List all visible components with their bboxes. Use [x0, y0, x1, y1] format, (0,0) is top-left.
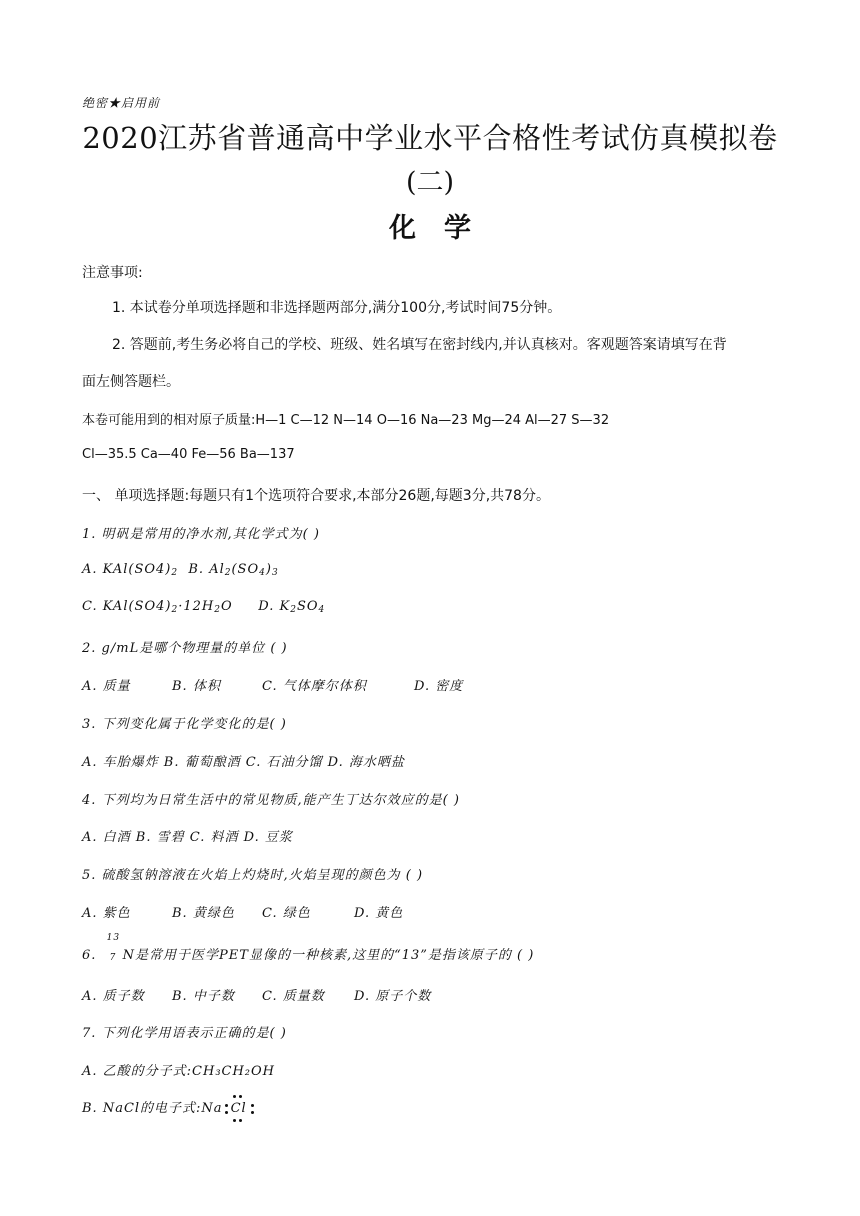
note-item-2: 2. 答题前,考生务必将自己的学校、班级、姓名填写在密封线内,并认真核对。客观题答案请填写在背	[112, 337, 727, 353]
question-5: 5. 硫酸氢钠溶液在火焰上灼烧时,火焰呈现的颜色为 ( )	[82, 868, 424, 883]
note-item-2-cont: 面左侧答题栏。	[82, 374, 180, 390]
question-4: 4. 下列均为日常生活中的常见物质,能产生丁达尔效应的是( )	[82, 793, 460, 808]
exam-title: 2020江苏省普通高中学业水平合格性考试仿真模拟卷	[82, 121, 778, 155]
question-7-option-b: B. NaCl的电子式:Na Cl	[82, 1097, 255, 1116]
question-6-option-c: C. 质量数	[262, 989, 325, 1004]
question-6: 6. 13 7 N是常用于医学PET显像的一种核素,这里的“13”是指该原子的 ( )	[82, 933, 535, 963]
atomic-masses-line1: 本卷可能用到的相对原子质量:H—1 C—12 N—14 O—16 Na—23 Mg—24 Al—27 S—32	[82, 413, 610, 428]
question-5-option-b: B. 黄绿色	[172, 906, 235, 921]
question-1-options-cd	[82, 599, 325, 614]
question-2-option-c: C. 气体摩尔体积	[262, 679, 367, 694]
option-d: D. $K_2SO_4$	[258, 599, 326, 615]
question-5-option-d: D. 黄色	[354, 906, 404, 921]
question-2-option-d: D. 密度	[414, 679, 464, 694]
question-2-option-b: B. 体积	[172, 679, 221, 694]
question-5-option-a: A. 紫色	[82, 906, 131, 921]
atomic-masses-line2: Cl—35.5 Ca—40 Fe—56 Ba—137	[82, 447, 295, 462]
question-6-option-b: B. 中子数	[172, 989, 235, 1004]
question-2-option-a: A. 质量	[82, 679, 131, 694]
nuclide-symbol: 13 7	[106, 933, 121, 963]
question-2: 2. g/mL是哪个物理量的单位 ( )	[82, 641, 288, 656]
question-5-option-c: C. 绿色	[262, 906, 311, 921]
electron-dot-cl: Cl	[223, 1101, 255, 1116]
section-heading: 一、 单项选择题:每题只有1个选项符合要求,本部分26题,每题3分,共78分。	[82, 488, 550, 504]
question-1: 1. 明矾是常用的净水剂,其化学式为( )	[82, 527, 320, 542]
confidential-mark: 绝密★启用前	[82, 96, 161, 110]
question-4-options: A. 白酒 B. 雪碧 C. 料酒 D. 豆浆	[82, 830, 293, 845]
option-b: B. $Al_2(SO_4)_3$	[188, 562, 279, 578]
question-3-options: A. 车胎爆炸 B. 葡萄酿酒 C. 石油分馏 D. 海水晒盐	[82, 755, 405, 770]
notes-heading: 注意事项:	[82, 265, 143, 281]
question-7-option-a: A. 乙酸的分子式:CH₃CH₂OH	[82, 1064, 276, 1079]
subject-title: 化学	[389, 213, 499, 244]
note-item-1: 1. 本试卷分单项选择题和非选择题两部分,满分100分,考试时间75分钟。	[112, 300, 562, 316]
question-1-options-ab	[82, 562, 279, 577]
option-a: A. $KAl(SO4)_2$	[82, 562, 179, 578]
question-6-option-d: D. 原子个数	[354, 989, 432, 1004]
question-6-option-a: A. 质子数	[82, 989, 145, 1004]
question-3: 3. 下列变化属于化学变化的是( )	[82, 717, 287, 732]
exam-title-part: (二)	[405, 167, 455, 198]
option-c: C. $KAl(SO4)_2\cdot 12H_2O$	[82, 599, 233, 615]
question-7: 7. 下列化学用语表示正确的是( )	[82, 1026, 287, 1041]
